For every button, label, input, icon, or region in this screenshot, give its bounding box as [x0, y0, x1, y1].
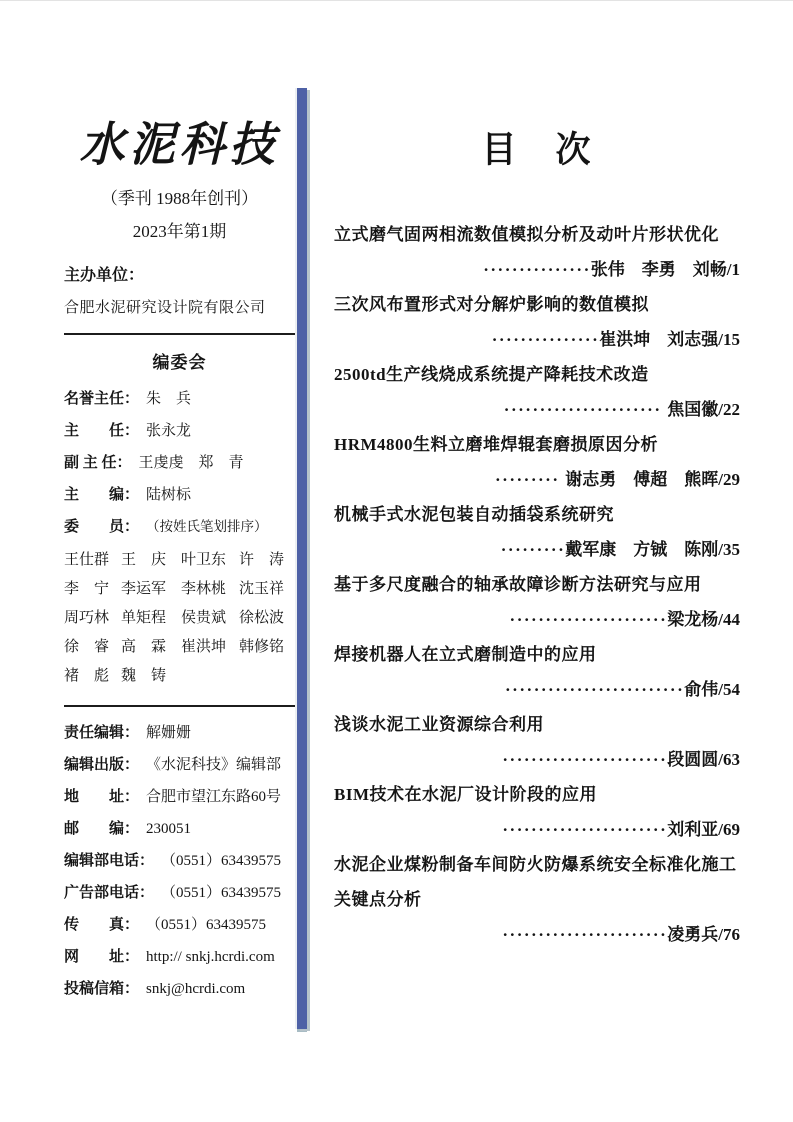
toc-entry-title-line2: 关键点分析 — [334, 890, 422, 909]
committee-member-name: 韩修铭 — [239, 639, 285, 655]
committee-member-name: 周巧林 — [64, 610, 110, 626]
dot-leader: ······················ — [503, 400, 668, 419]
committee-member-name: 沈玉祥 — [239, 581, 285, 597]
horizontal-rule — [64, 705, 295, 707]
committee-members-grid — [64, 546, 295, 691]
dot-leader: ········· — [494, 470, 566, 489]
publication-label: 地 址： — [64, 788, 140, 805]
toc-entry-page-number: /54 — [718, 680, 740, 699]
toc-entry-page-number: /44 — [718, 610, 740, 629]
toc-entry-authors-line — [334, 602, 740, 637]
publication-info-row — [64, 781, 295, 813]
publication-label: 网 址： — [64, 948, 140, 965]
publication-label: 邮 编： — [64, 820, 140, 837]
committee-member-name: 崔洪坤 — [181, 639, 227, 655]
toc-entry-title: 水泥企业煤粉制备车间防火防爆系统安全标准化施工 — [334, 855, 737, 874]
role-value: 王虔虔 郑 青 — [138, 454, 244, 471]
journal-issue: 2023年第1期 — [132, 222, 227, 241]
toc-entry-authors-line — [334, 322, 740, 357]
toc-heading: 目 次 — [481, 129, 593, 170]
publication-info-row — [64, 973, 295, 1005]
dot-leader: ······················· — [502, 820, 668, 839]
committee-member-name: 徐松波 — [239, 610, 285, 626]
toc-entry-authors-line — [334, 252, 740, 287]
role-value: 张永龙 — [146, 422, 192, 439]
role-value: 朱 兵 — [146, 390, 192, 407]
publication-info-row — [64, 877, 295, 909]
committee-role-row — [64, 383, 295, 415]
toc-entry-page-number: /35 — [718, 540, 740, 559]
horizontal-rule — [64, 333, 295, 335]
publication-value: （0551）63439575 — [146, 916, 267, 933]
committee-member-name: 褚 彪 — [64, 668, 110, 684]
toc-entry-authors-line — [334, 532, 740, 567]
toc-entry-title: HRM4800生料立磨堆焊辊套磨损原因分析 — [334, 435, 659, 454]
committee-member-name: 王 庆 — [121, 552, 167, 568]
role-label: 名誉主任： — [64, 390, 140, 407]
toc-entry-authors: 俞伟 — [684, 680, 719, 699]
committee-role-row — [64, 415, 295, 447]
role-label: 委 员： — [64, 518, 140, 535]
toc-entry-title: 浅谈水泥工业资源综合利用 — [334, 715, 544, 734]
toc-entry-title: 机械手式水泥包装自动插袋系统研究 — [334, 505, 614, 524]
toc-entry-authors-line — [334, 917, 740, 952]
dot-leader: ········· — [500, 540, 566, 559]
toc-entry-authors: 崔洪坤 刘志强 — [599, 330, 719, 349]
role-value: （按姓氏笔划排序） — [146, 519, 268, 535]
toc-entry-authors-line — [334, 742, 740, 777]
publication-label: 广告部电话： — [64, 884, 155, 901]
committee-member-name: 魏 铸 — [121, 668, 167, 684]
committee-member-name: 李林桃 — [181, 581, 227, 597]
publication-label: 编辑部电话： — [64, 852, 155, 869]
toc-entry — [334, 427, 740, 497]
publication-info-row — [64, 845, 295, 877]
committee-heading: 编委会 — [152, 353, 207, 372]
dot-leader: ······················· — [502, 750, 668, 769]
role-label: 主 任： — [64, 422, 140, 439]
toc-entry-title: 焊接机器人在立式磨制造中的应用 — [334, 645, 597, 664]
organizer-label: 主办单位： — [64, 267, 145, 284]
publication-info — [64, 717, 295, 1005]
toc-entry-authors: 焦国徽 — [667, 400, 719, 419]
toc-panel — [334, 127, 740, 952]
toc-entry-page-number: /76 — [718, 925, 740, 944]
committee-member-name: 李运军 — [121, 581, 167, 597]
dot-leader: ··············· — [491, 330, 600, 349]
column-divider-bar — [297, 88, 307, 1029]
committee-role-row — [64, 511, 295, 543]
dot-leader: ······················· — [502, 925, 668, 944]
publication-value: snkj@hcrdi.com — [146, 980, 246, 997]
page-top-edge — [0, 0, 793, 1]
publication-info-row — [64, 909, 295, 941]
publication-label: 投稿信箱： — [64, 980, 140, 997]
toc-entry-page-number: /69 — [718, 820, 740, 839]
publication-value: 《水泥科技》编辑部 — [146, 756, 282, 773]
committee-member-name: 李 宁 — [64, 581, 110, 597]
publication-info-row — [64, 717, 295, 749]
publication-label: 编辑出版： — [64, 756, 140, 773]
toc-entry-page-number: /1 — [726, 260, 740, 279]
publication-value: 解姗姗 — [146, 724, 192, 741]
publication-info-row — [64, 941, 295, 973]
toc-entry-title: 基于多尺度融合的轴承故障诊断方法研究与应用 — [334, 575, 702, 594]
role-value: 陆树标 — [146, 486, 192, 503]
committee-member-name: 王仕群 — [64, 552, 110, 568]
toc-entry-authors-line — [334, 392, 740, 427]
toc-entry — [334, 217, 740, 287]
toc-entry-title: BIM技术在水泥厂设计阶段的应用 — [334, 785, 597, 804]
committee-member-name: 许 涛 — [239, 552, 285, 568]
toc-entry-page-number: /63 — [718, 750, 740, 769]
toc-entry — [334, 707, 740, 777]
toc-entry — [334, 497, 740, 567]
publication-label: 责任编辑： — [64, 724, 140, 741]
publication-value: （0551）63439575 — [161, 852, 282, 869]
toc-entry-page-number: /29 — [718, 470, 740, 489]
publication-value: 合肥市望江东路60号 — [146, 788, 282, 805]
publication-info-row — [64, 749, 295, 781]
publication-value: http:// snkj.hcrdi.com — [146, 948, 275, 965]
journal-info-panel — [64, 114, 295, 1005]
toc-entry — [334, 287, 740, 357]
role-label: 主 编： — [64, 486, 140, 503]
toc-entry — [334, 847, 740, 952]
toc-entry — [334, 777, 740, 847]
role-label: 副 主 任： — [64, 454, 132, 471]
dot-leader: ······················ — [509, 610, 668, 629]
journal-title: 水泥科技 — [79, 119, 280, 171]
toc-entry — [334, 637, 740, 707]
publication-info-row — [64, 813, 295, 845]
toc-entry-authors-line — [334, 672, 740, 707]
toc-entry-page-number: /15 — [718, 330, 740, 349]
toc-entry-authors: 张伟 李勇 刘畅 — [590, 260, 727, 279]
publication-value: （0551）63439575 — [161, 884, 282, 901]
toc-entry-page-number: /22 — [718, 400, 740, 419]
dot-leader: ························· — [505, 680, 685, 699]
dot-leader: ··············· — [483, 260, 591, 279]
toc-entry-authors: 戴军康 方铖 陈刚 — [565, 540, 719, 559]
toc-entry-authors: 段圆圆 — [667, 750, 719, 769]
toc-list — [334, 217, 740, 952]
publication-label: 传 真： — [64, 916, 140, 933]
committee-roles — [64, 383, 295, 543]
toc-entry-authors: 谢志勇 傅超 熊晖 — [565, 470, 719, 489]
toc-entry-title: 三次风布置形式对分解炉影响的数值模拟 — [334, 295, 649, 314]
committee-role-row — [64, 447, 295, 479]
committee-member-name: 徐 睿 — [64, 639, 110, 655]
toc-entry-authors: 梁龙杨 — [667, 610, 719, 629]
toc-entry — [334, 567, 740, 637]
committee-member-name: 单矩程 — [121, 610, 167, 626]
toc-entry-title: 2500td生产线烧成系统提产降耗技术改造 — [334, 365, 649, 384]
toc-entry — [334, 357, 740, 427]
publication-value: 230051 — [146, 820, 192, 837]
toc-entry-authors-line — [334, 812, 740, 847]
toc-entry-title: 立式磨气固两相流数值模拟分析及动叶片形状优化 — [334, 225, 719, 244]
toc-entry-authors: 刘利亚 — [667, 820, 719, 839]
committee-member-name: 高 霖 — [121, 639, 167, 655]
committee-member-name: 侯贵斌 — [181, 610, 227, 626]
committee-member-name: 叶卫东 — [181, 552, 227, 568]
organizer-name: 合肥水泥研究设计院有限公司 — [64, 300, 266, 316]
committee-role-row — [64, 479, 295, 511]
toc-entry-authors-line — [334, 462, 740, 497]
toc-entry-authors: 凌勇兵 — [667, 925, 719, 944]
journal-subtitle: （季刊 1988年创刊） — [100, 189, 259, 208]
